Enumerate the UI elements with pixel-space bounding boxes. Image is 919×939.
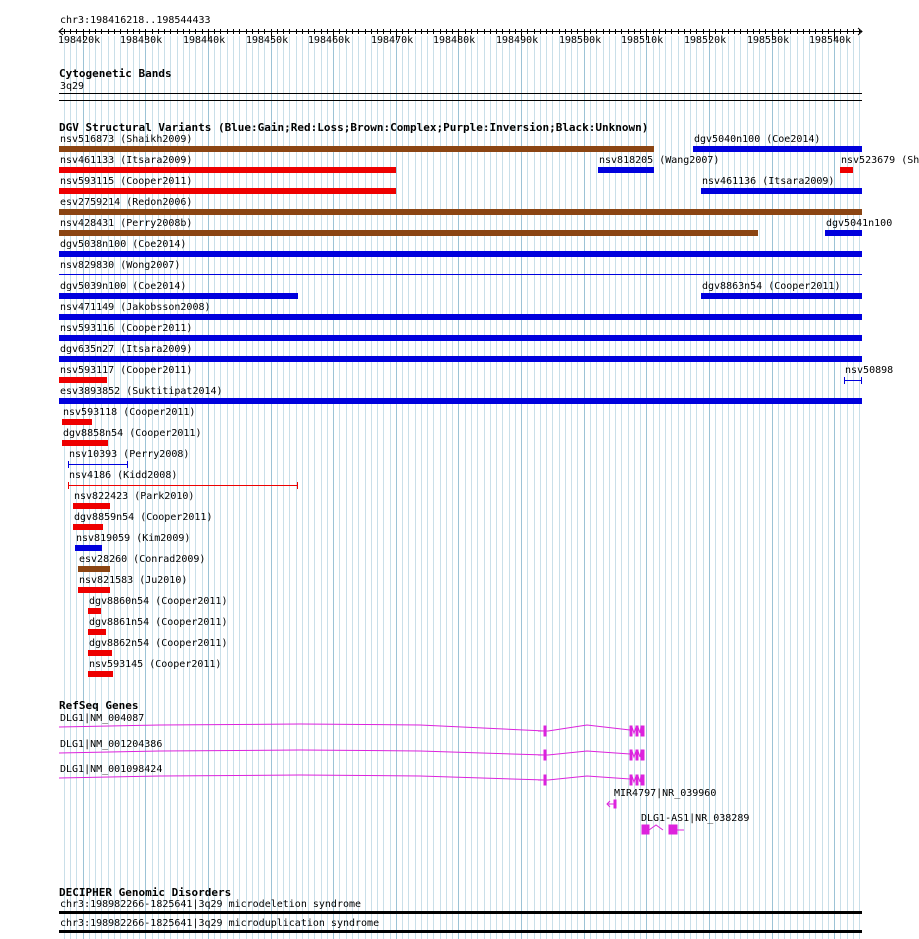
dgv-variant-bar[interactable]: [701, 188, 862, 194]
dgv-variant-bar[interactable]: [73, 503, 110, 509]
dgv-variant-label[interactable]: dgv5040n100 (Coe2014): [694, 134, 821, 145]
dgv-variant-label[interactable]: nsv428431 (Perry2008b): [60, 218, 193, 229]
cytoband-top-line: [59, 93, 862, 94]
dgv-variant-label[interactable]: nsv471149 (Jakobsson2008): [60, 302, 211, 313]
decipher-title: DECIPHER Genomic Disorders: [59, 886, 232, 899]
ruler-tick-label: 198440k: [183, 35, 226, 46]
dgv-variant-label[interactable]: nsv593145 (Cooper2011): [89, 659, 222, 670]
region-label: chr3:198416218..198544433: [60, 15, 211, 26]
ruler-tick-label: 198490k: [496, 35, 539, 46]
dgv-variant-bar[interactable]: [88, 650, 112, 656]
dgv-variant-bar[interactable]: [693, 146, 862, 152]
gene-model-mir4797[interactable]: [607, 800, 616, 808]
gene-model-dlg1-nm-001204386[interactable]: [59, 750, 644, 760]
ruler-tick-label: 198510k: [621, 35, 664, 46]
dgv-variant-bar[interactable]: [88, 671, 113, 677]
dgv-variant-bar[interactable]: [59, 167, 396, 173]
dgv-variant-bar[interactable]: [68, 481, 300, 489]
dgv-variant-bar[interactable]: [78, 566, 110, 572]
dgv-variant-bar[interactable]: [59, 335, 862, 341]
dgv-variant-label[interactable]: nsv50898: [845, 365, 894, 376]
dgv-variant-bar[interactable]: [701, 293, 862, 299]
gene-label[interactable]: DLG1|NM_004087: [60, 713, 145, 724]
dgv-variant-label[interactable]: nsv819059 (Kim2009): [76, 533, 191, 544]
dgv-variant-label[interactable]: dgv5041n100: [826, 218, 893, 229]
dgv-variant-label[interactable]: nsv822423 (Park2010): [74, 491, 195, 502]
dgv-variant-label[interactable]: nsv593115 (Cooper2011): [60, 176, 193, 187]
dgv-variant-bar[interactable]: [78, 587, 110, 593]
dgv-variant-label[interactable]: dgv8861n54 (Cooper2011): [89, 617, 228, 628]
dgv-variant-bar[interactable]: [59, 251, 862, 257]
ruler-tick-label: 198500k: [559, 35, 602, 46]
dgv-variant-label[interactable]: nsv523679 (Sh: [841, 155, 919, 166]
dgv-variant-bar[interactable]: [59, 293, 298, 299]
dgv-variant-label[interactable]: nsv516873 (Shaikh2009): [60, 134, 193, 145]
gene-model-dlg1-nm-001098424[interactable]: [59, 775, 644, 785]
dgv-variant-bar[interactable]: [59, 377, 107, 383]
dgv-variant-label[interactable]: esv28260 (Conrad2009): [79, 554, 206, 565]
dgv-variant-label[interactable]: nsv818205 (Wang2007): [599, 155, 720, 166]
cytobands-title: Cytogenetic Bands: [59, 67, 172, 80]
ruler-tick-label: 198480k: [433, 35, 476, 46]
gene-label[interactable]: DLG1|NM_001204386: [60, 739, 163, 750]
dgv-variant-bar[interactable]: [62, 440, 108, 446]
cytoband-bottom-line: [59, 100, 862, 101]
dgv-variant-label[interactable]: esv3893852 (Suktitipat2014): [60, 386, 223, 397]
dgv-variant-label[interactable]: nsv593118 (Cooper2011): [63, 407, 196, 418]
gene-model-dlg1-nm-004087[interactable]: [59, 724, 644, 736]
dgv-variant-label[interactable]: nsv461133 (Itsara2009): [60, 155, 193, 166]
dgv-variant-bar[interactable]: [59, 188, 396, 194]
dgv-variant-label[interactable]: nsv821583 (Ju2010): [79, 575, 188, 586]
refseq-gene-models[interactable]: [0, 715, 890, 840]
dgv-variant-bar[interactable]: [840, 167, 853, 173]
decipher-item-bar[interactable]: [59, 911, 862, 914]
refseq-title: RefSeq Genes: [59, 699, 139, 712]
gene-model-dlg1-as1[interactable]: [642, 825, 684, 834]
gene-label[interactable]: DLG1-AS1|NR_038289: [641, 813, 750, 824]
dgv-variant-bar[interactable]: [59, 356, 862, 362]
dgv-variant-label[interactable]: nsv461136 (Itsara2009): [702, 176, 835, 187]
dgv-variant-label[interactable]: dgv8862n54 (Cooper2011): [89, 638, 228, 649]
dgv-variant-label[interactable]: nsv10393 (Perry2008): [69, 449, 190, 460]
ruler-tick-label: 198460k: [308, 35, 351, 46]
dgv-variant-bar[interactable]: [75, 545, 102, 551]
dgv-variant-bar[interactable]: [73, 524, 103, 530]
ruler-tick-label: 198430k: [120, 35, 163, 46]
dgv-variant-label[interactable]: dgv635n27 (Itsara2009): [60, 344, 193, 355]
decipher-item-bar[interactable]: [59, 930, 862, 933]
dgv-variant-bar[interactable]: [59, 209, 862, 215]
dgv-variant-label[interactable]: dgv8860n54 (Cooper2011): [89, 596, 228, 607]
ruler-tick-label: 198540k: [809, 35, 852, 46]
ruler-tick-label: 198530k: [747, 35, 790, 46]
dgv-variant-bar[interactable]: [59, 146, 654, 152]
dgv-variant-label[interactable]: dgv8858n54 (Cooper2011): [63, 428, 202, 439]
dgv-variant-bar[interactable]: [62, 419, 92, 425]
dgv-variant-label[interactable]: dgv8859n54 (Cooper2011): [74, 512, 213, 523]
dgv-variant-label[interactable]: nsv829830 (Wong2007): [60, 260, 181, 271]
dgv-variant-bar[interactable]: [68, 460, 130, 468]
ruler-tick-label: 198520k: [684, 35, 727, 46]
gene-label[interactable]: DLG1|NM_001098424: [60, 764, 163, 775]
dgv-variant-label[interactable]: nsv593117 (Cooper2011): [60, 365, 193, 376]
dgv-variant-bar[interactable]: [59, 230, 758, 236]
dgv-variant-label[interactable]: dgv5038n100 (Coe2014): [60, 239, 187, 250]
dgv-variant-bar[interactable]: [88, 608, 101, 614]
ruler-tick-label: 198470k: [371, 35, 414, 46]
cytoband-label: 3q29: [60, 81, 85, 92]
dgv-variant-label[interactable]: nsv4186 (Kidd2008): [69, 470, 178, 481]
ruler-tick-label: 198420k: [58, 35, 101, 46]
dgv-variant-bar[interactable]: [598, 167, 654, 173]
dgv-variant-bar[interactable]: [59, 274, 862, 275]
dgv-variant-bar[interactable]: [825, 230, 862, 236]
dgv-title: DGV Structural Variants (Blue:Gain;Red:Loss;Brown:Complex;Purple:Inversion;Black:Unknown): [59, 121, 649, 134]
dgv-variant-label[interactable]: dgv8863n54 (Cooper2011): [702, 281, 841, 292]
decipher-item-label[interactable]: chr3:198982266-1825641|3q29 microdeletion syndrome: [60, 899, 362, 910]
dgv-variant-label[interactable]: nsv593116 (Cooper2011): [60, 323, 193, 334]
dgv-variant-bar[interactable]: [88, 629, 106, 635]
decipher-item-label[interactable]: chr3:198982266-1825641|3q29 microduplication syndrome: [60, 918, 380, 929]
dgv-variant-bar[interactable]: [844, 376, 864, 384]
dgv-variant-label[interactable]: esv2759214 (Redon2006): [60, 197, 193, 208]
ruler-tick-label: 198450k: [246, 35, 289, 46]
dgv-variant-bar[interactable]: [59, 398, 862, 404]
dgv-variant-bar[interactable]: [59, 314, 862, 320]
dgv-variant-label[interactable]: dgv5039n100 (Coe2014): [60, 281, 187, 292]
gene-label[interactable]: MIR4797|NR_039960: [614, 788, 717, 799]
